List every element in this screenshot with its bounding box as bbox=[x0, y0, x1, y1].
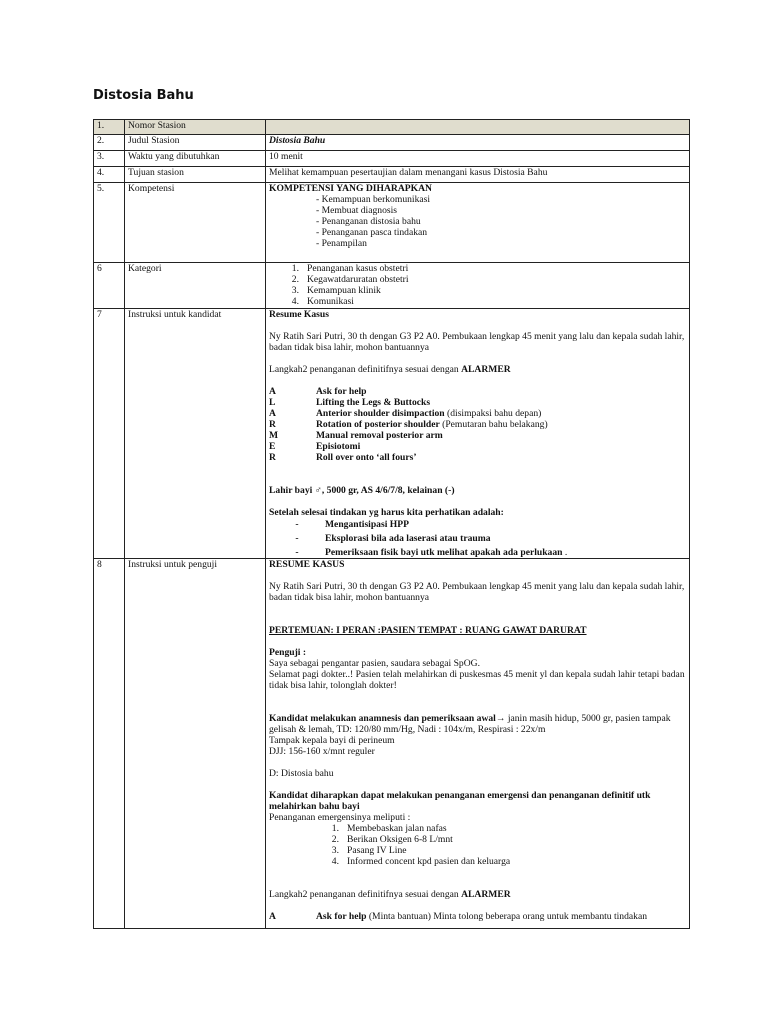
expectation-text: Kandidat diharapkan dapat melakukan penanganan emergensi dan penanganan definitif utk melahirkan bahu bayi bbox=[269, 790, 651, 812]
station-table bbox=[93, 119, 690, 929]
finding-line: DJJ: 156-160 x/mnt reguler bbox=[269, 746, 375, 757]
list-item: 1. Membebaskan jalan nafas bbox=[331, 823, 447, 834]
alarmer-item: A Ask for help (Minta bantuan) Minta tolong beberapa orang untuk membantu tindakan bbox=[269, 911, 648, 922]
case-summary: Ny Ratih Sari Putri, 30 th dengan G3 P2 A0. Pembukaan lengkap 45 menit yang lalu dan kepala sudah lahir, badan tidak bisa lahir, mohon bantuannya bbox=[269, 331, 685, 353]
alarmer-item: E Episiotomi bbox=[269, 441, 361, 452]
row-value bbox=[266, 309, 690, 559]
list-item: 4. Komunikasi bbox=[291, 296, 354, 307]
list-item: - Membuat diagnosis bbox=[316, 205, 398, 216]
row-label: Kompetensi bbox=[125, 183, 266, 263]
list-item: 4. Informed concent kpd pasien dan keluarga bbox=[331, 856, 511, 867]
row-number: 7 bbox=[94, 309, 125, 559]
competency-heading: KOMPETENSI YANG DIHARAPKAN bbox=[269, 183, 432, 194]
finding-line: Tampak kepala bayi di perineum bbox=[269, 735, 395, 746]
row-value: 10 menit bbox=[266, 151, 690, 167]
alarmer-item: L Lifting the Legs & Buttocks bbox=[269, 397, 431, 408]
row-number: 5. bbox=[94, 183, 125, 263]
list-item: - Pemeriksaan fisik bayi utk melihat apakah ada perlukaan . bbox=[295, 547, 568, 558]
row-value bbox=[266, 120, 690, 135]
alarmer-intro: Langkah2 penanganan definitifnya sesuai dengan ALARMER bbox=[269, 889, 511, 900]
row-label: Instruksi untuk penguji bbox=[125, 559, 266, 929]
category-list bbox=[269, 263, 686, 307]
row-value bbox=[266, 263, 690, 309]
list-item: - Kemampuan berkomunikasi bbox=[316, 194, 431, 205]
examiner-line: Saya sebagai pengantar pasien, saudara sebagai SpOG. bbox=[269, 658, 480, 669]
row-number: 4. bbox=[94, 167, 125, 183]
table-row bbox=[94, 151, 690, 167]
table-row bbox=[94, 167, 690, 183]
row-number: 3. bbox=[94, 151, 125, 167]
row-value: Distosia Bahu bbox=[266, 135, 690, 151]
meeting-heading: PERTEMUAN: I PERAN :PASIEN TEMPAT : RUANG GAWAT DARURAT bbox=[269, 625, 587, 636]
row-label: Waktu yang dibutuhkan bbox=[125, 151, 266, 167]
table-row bbox=[94, 120, 690, 135]
list-item: 1. Penanganan kasus obstetri bbox=[291, 263, 409, 274]
alarmer-item: A Anterior shoulder disimpaction (disimpaksi bahu depan) bbox=[269, 408, 542, 419]
row-label: Kategori bbox=[125, 263, 266, 309]
alarmer-item: M Manual removal posterior arm bbox=[269, 430, 443, 441]
list-item: - Penanganan distosia bahu bbox=[316, 216, 421, 227]
row-label: Tujuan stasion bbox=[125, 167, 266, 183]
list-item: - Mengantisipasi HPP bbox=[295, 519, 409, 530]
list-item: 2. Kegawatdaruratan obstetri bbox=[291, 274, 409, 285]
post-action-heading: Setelah selesai tindakan yg harus kita perhatikan adalah: bbox=[269, 507, 504, 518]
table-row bbox=[94, 559, 690, 929]
emergency-intro: Penanganan emergensinya meliputi : bbox=[269, 812, 411, 823]
section-heading: Resume Kasus bbox=[269, 309, 329, 320]
row-label: Judul Stasion bbox=[125, 135, 266, 151]
case-summary: Ny Ratih Sari Putri, 30 th dengan G3 P2 A0. Pembukaan lengkap 45 menit yang lalu dan kepala sudah lahir, badan tidak bisa lahir, mohon bantuannya bbox=[269, 581, 685, 603]
arrow-icon: → bbox=[495, 713, 506, 724]
alarmer-item: R Rotation of posterior shoulder (Pemutaran bahu belakang) bbox=[269, 419, 548, 430]
alarmer-item: R Roll over onto ‘all fours’ bbox=[269, 452, 417, 463]
alarmer-intro: Langkah2 penanganan definitifnya sesuai dengan ALARMER bbox=[269, 364, 511, 375]
table-row bbox=[94, 183, 690, 263]
list-item: 2. Berikan Oksigen 6-8 L/mnt bbox=[331, 834, 453, 845]
row-number: 6 bbox=[94, 263, 125, 309]
row-number: 1. bbox=[94, 120, 125, 135]
row-value: Melihat kemampuan pesertaujian dalam menangani kasus Distosia Bahu bbox=[266, 167, 690, 183]
list-item: - Eksplorasi bila ada laserasi atau trauma bbox=[295, 533, 491, 544]
anamnesis-text: Kandidat melakukan anamnesis dan pemeriksaan awal→ janin masih hidup, 5000 gr, pasien tampak gelisah & lemah, TD: 120/80 mm/Hg, Nadi : 104x/m, Respirasi : 22x/m bbox=[269, 713, 671, 735]
alarmer-item: A Ask for help bbox=[269, 386, 367, 397]
emergency-list bbox=[269, 823, 686, 867]
section-heading: RESUME KASUS bbox=[269, 559, 345, 570]
examiner-line: Selamat pagi dokter..! Pasien telah melahirkan di puskesmas 45 menit yl dan kepala sudah lahir tetapi badan tidak bisa lahir, tolonglah dokter! bbox=[269, 669, 685, 691]
row-value bbox=[266, 183, 690, 263]
list-item: - Penampilan bbox=[316, 238, 367, 249]
table-row bbox=[94, 263, 690, 309]
table-row bbox=[94, 309, 690, 559]
table-row bbox=[94, 135, 690, 151]
row-number: 2. bbox=[94, 135, 125, 151]
row-label: Nomor Stasion bbox=[125, 120, 266, 135]
row-value bbox=[266, 559, 690, 929]
examiner-label: Penguji : bbox=[269, 647, 307, 658]
document-title: Distosia Bahu bbox=[93, 88, 194, 103]
row-label: Instruksi untuk kandidat bbox=[125, 309, 266, 559]
list-item: 3. Pasang IV Line bbox=[331, 845, 407, 856]
row-number: 8 bbox=[94, 559, 125, 929]
list-item: - Penanganan pasca tindakan bbox=[316, 227, 428, 238]
birth-outcome: Lahir bayi ♂, 5000 gr, AS 4/6/7/8, kelainan (-) bbox=[269, 485, 455, 496]
list-item: 3. Kemampuan klinik bbox=[291, 285, 381, 296]
diagnosis-line: D: Distosia bahu bbox=[269, 768, 334, 779]
